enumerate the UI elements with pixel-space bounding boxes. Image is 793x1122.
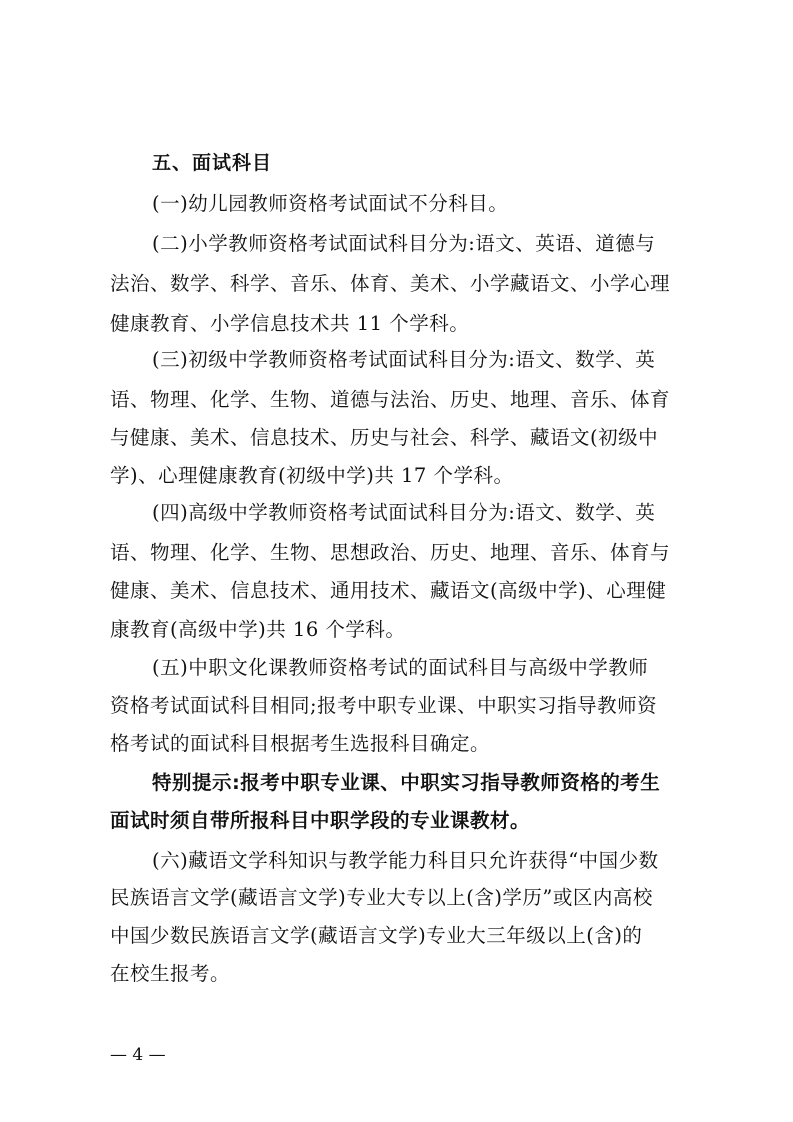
paragraph-line: 语、物理、化学、生物、思想政治、历史、地理、音乐、体育与 <box>110 541 671 564</box>
paragraph-line: (一)幼儿园教师资格考试面试不分科目。 <box>152 192 509 215</box>
paragraph-line: (六)藏语文学科知识与教学能力科目只允许获得“中国少数 <box>152 849 659 872</box>
paragraph-line: 民族语言文学(藏语言文学)专业大专以上(含)学历”或区内高校 <box>110 886 653 909</box>
paragraph-line: 学)、心理健康教育(初级中学)共 17 个学科。 <box>110 464 514 487</box>
notice-line: 特别提示:报考中职专业课、中职实习指导教师资格的考生 <box>152 771 661 794</box>
paragraph-line: 在校生报考。 <box>110 962 231 985</box>
paragraph-line: 健康、美术、信息技术、通用技术、藏语文(高级中学)、心理健 <box>110 579 667 602</box>
paragraph-line: 法治、数学、科学、音乐、体育、美术、小学藏语文、小学心理 <box>110 272 671 295</box>
paragraph-line: 资格考试面试科目相同;报考中职专业课、中职实习指导教师资 <box>110 694 658 717</box>
paragraph-line: (五)中职文化课教师资格考试的面试科目与高级中学教师 <box>152 656 649 679</box>
paragraph-line: (三)初级中学教师资格考试面试科目分为:语文、数学、英 <box>152 348 656 371</box>
paragraph-line: 格考试的面试科目根据考生选报科目确定。 <box>110 732 491 755</box>
paragraph-line: 与健康、美术、信息技术、历史与社会、科学、藏语文(初级中 <box>110 426 659 449</box>
page-number: — 4 — <box>110 1045 166 1065</box>
paragraph-line: 健康教育、小学信息技术共 11 个学科。 <box>110 312 470 335</box>
paragraph-line: 语、物理、化学、生物、道德与法治、历史、地理、音乐、体育 <box>110 388 671 411</box>
paragraph-line: 康教育(高级中学)共 16 个学科。 <box>110 618 406 641</box>
paragraph-line: (四)高级中学教师资格考试面试科目分为:语文、数学、英 <box>152 501 656 524</box>
section-heading: 五、面试科目 <box>152 152 273 174</box>
paragraph-line: (二)小学教师资格考试面试科目分为:语文、英语、道德与 <box>152 232 656 255</box>
notice-line: 面试时须自带所报科目中职学段的专业课教材。 <box>110 809 531 832</box>
paragraph-line: 中国少数民族语言文学(藏语言文学)专业大三年级以上(含)的 <box>110 924 643 947</box>
